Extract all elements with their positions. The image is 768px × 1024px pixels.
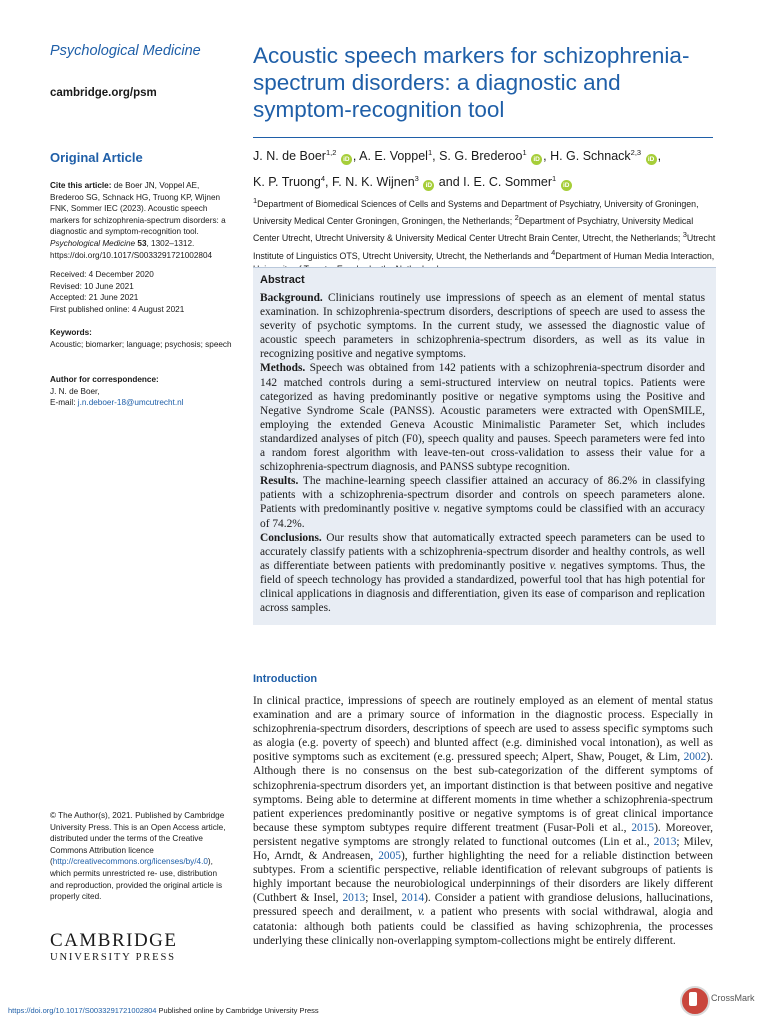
license-link[interactable]: http://creativecommons.org/licenses/by/4.0 — [52, 857, 208, 867]
author-name: H. G. Schnack — [550, 149, 631, 164]
affil-number: 2 — [514, 213, 519, 223]
citation-link[interactable]: 2002 — [683, 751, 707, 764]
intro-text: In clinical practice, impressions of speech are routinely employed as an element of mental status examination and are a primary source of information in the diagnostic process. Especially in schizophrenia-spectrum disorders, descriptions of speech are used to assess specific symptoms such as alogia (e.g. poverty of speech) and blunted affect (e.g. diminished vocal intonation), as well as positive symptoms such as excitement (e.g. pressured speech; Alpert, Shaw, Pouget, & Lim, — [253, 695, 713, 764]
orcid-icon[interactable]: iD — [531, 154, 542, 165]
abstract-results — [260, 474, 705, 530]
date-published: First published online: 4 August 2021 — [50, 304, 185, 314]
section-text: negatives symptoms. Thus, the field of speech technology has provided a standardized, powerful tool that has high potential for clinical applications in diagnosis and differentiation, given its ease of comparison and replication across samples. — [260, 559, 705, 615]
intro-text: ), further highlighting the need for a reliable distinction between subtypes. From a scientific perspective, reliable identification of relevant subgroups of patients is highly important because the neurobiological underpinnings of their disorders are likely different (Cuthbert & Insel, — [253, 850, 713, 905]
citation-link[interactable]: 2005 — [378, 850, 401, 863]
author-affil-ref: 3 — [414, 173, 419, 183]
dates-block — [50, 269, 235, 315]
affiliations — [253, 194, 718, 276]
date-received: Received: 4 December 2020 — [50, 270, 154, 279]
orcid-icon[interactable]: iD — [423, 180, 434, 191]
intro-text: ). Moreover, persistent negative symptoms are strongly related to functional outcomes (Lin et al., — [253, 821, 713, 848]
section-label: Results. — [260, 475, 299, 488]
date-revised: Revised: 10 June 2021 — [50, 281, 134, 291]
section-text: The machine-learning speech classifier attained an accuracy of 86.2% in classifying patients with a schizophrenia-spectrum disorder and controls on speech parameters alone. Patients with predominantly positive — [260, 475, 705, 516]
citation-link[interactable]: 2013 — [342, 892, 366, 905]
journal-name: Psychological Medicine — [50, 43, 201, 59]
affil-text: Department of Psychiatry, University Medical Center Utrecht, Utrecht University & University Medical Center Utrecht Brain Center, Utrecht, the Netherlands; — [253, 216, 694, 244]
orcid-icon[interactable]: iD — [341, 154, 352, 165]
author-affil-ref: 1 — [427, 148, 433, 157]
abstract-background — [260, 291, 705, 361]
author-name: J. N. de Boer — [253, 149, 326, 164]
section-text: negative symptoms could be classified with an accuracy of 74.2%. — [260, 503, 705, 530]
versus-abbr: v. — [549, 559, 557, 572]
crossmark-bookmark-icon — [689, 992, 697, 1006]
orcid-icon[interactable]: iD — [561, 180, 572, 191]
introduction-body — [253, 694, 713, 948]
correspondence-name: J. N. de Boer, — [50, 386, 100, 396]
author-name: I. E. C. Sommer — [463, 174, 553, 189]
cite-volume: 53 — [137, 238, 147, 248]
email-link[interactable]: j.n.deboer-18@umcutrecht.nl — [77, 398, 184, 408]
license-block — [50, 810, 230, 903]
publisher-subname: UNIVERSITY PRESS — [50, 952, 176, 963]
author-list: J. N. de Boer$^{1,2}$ iD , A. E. Voppel$^1$, S. G. Brederoo$^1$ iD , H. G. Schnack$^{2,3}$ iD , K. P. Truong$^4$, F. N. K. Wijnen$^3$ iD and I. E. C. Sommer$^1$ iD — [253, 148, 662, 189]
abstract-body — [260, 291, 705, 615]
page-footer — [8, 1006, 319, 1015]
title-rule — [253, 137, 713, 138]
citation-link[interactable]: 2013 — [653, 835, 677, 848]
author-name: F. N. K. Wijnen — [332, 174, 415, 189]
correspondence-label: Author for correspondence: — [50, 375, 159, 384]
cite-label: Cite this article: — [50, 181, 112, 190]
cite-text: de Boer JN, Voppel AE, Brederoo SG, Schnack HG, Truong KP, Wijnen FNK, Sommer IEC (2023). Acoustic speech markers for schizophrenia-spectrum disorders: a diagnostic and symptom-recognition tool. — [50, 181, 226, 237]
correspondence-block — [50, 374, 235, 409]
affil-number: 3 — [682, 230, 687, 240]
cite-block — [50, 180, 235, 261]
introduction-heading: Introduction — [253, 673, 318, 685]
section-text: Speech was obtained from 142 patients with a schizophrenia-spectrum disorder and 142 matched controls during a semi-structured interview on neutral topics. Patients were categorized as having predominantly positive or negative symptoms using the Positive and Negative Syndrome Scale (PANSS). Acoustic parameters were extracted with OpenSMILE, employing the extended Geneva Acoustic Minimalistic Parameter Set, which includes standardized analyses of pitch (F0), speech quality and pauses. Speech parameters were fed into a random forest algorithm with leave-ten-out cross-validation to assess their value for a schizophrenia-spectrum diagnosis, and PANSS subtype recognition. — [260, 362, 705, 474]
keywords-block — [50, 327, 235, 350]
author-affil-ref: 2,3 — [630, 148, 642, 157]
versus-abbr: v. — [433, 503, 441, 516]
affil-number: 1 — [253, 196, 258, 205]
author-affil-ref: 1 — [552, 173, 557, 183]
footer-doi-link[interactable]: https://doi.org/10.1017/S0033291721002804 — [8, 1006, 157, 1015]
license-text: © The Author(s), 2021. Published by Cambridge University Press. This is an Open Access article, distributed under the terms of the Creative Commons Attribution licence ( — [50, 811, 226, 867]
publisher-logo — [50, 931, 178, 964]
crossmark-label[interactable]: CrossMark — [711, 993, 755, 1003]
intro-text: ). Although there is no consensus on the best sub-categorization of the different symptoms of schizophrenia-spectrum disorders yet, an important distinction is that between positive and negative symptoms. Being able to determine at different moments in time whether a schizophrenia-spectrum patient experiences predominantly positive or negative symptoms is of great clinical importance because these symptom subtypes require different treatment (Fusar-Poli et al., — [253, 751, 713, 834]
author-affil-ref: 1 — [522, 148, 527, 157]
author-affil-ref: 1,2 — [325, 148, 337, 157]
publisher-name: CAMBRIDGE — [50, 930, 178, 951]
affil-text: Department of Human Media Interaction, — [555, 250, 715, 261]
author-name: S. G. Brederoo — [439, 149, 523, 164]
intro-text: a patient who presents with social withdrawal, alogia and catatonia: although both patients could be classified as having schizophrenia, the processes underlying these clinically non-overlapping symptom-collections might be entirely different. — [253, 906, 713, 947]
intro-text: ; Milev, Ho, Arndt, & Andreasen, — [253, 835, 713, 863]
section-text: Clinicians routinely use impressions of speech as an element of mental status examination. In schizophrenia-spectrum disorders, descriptions of speech are used to assess the severity of psychotic symptoms. In the current study, we assessed the diagnostic value of acoustic speech parameters in schizophrenia-spectrum disorders, as well as its value in recognizing positive and negative symptoms. — [260, 292, 705, 361]
footer-text: Published online by Cambridge University Press — [156, 1006, 319, 1015]
article-title: Acoustic speech markers for schizophrenia-spectrum disorders: a diagnostic and symptom-recognition tool — [253, 43, 690, 122]
email-label: E-mail: — [50, 398, 76, 408]
citation-link[interactable]: 2014 — [401, 892, 425, 905]
journal-site[interactable]: cambridge.org/psm — [50, 87, 157, 99]
abstract-conclusions — [260, 531, 705, 616]
section-text: Our results show that automatically extracted speech parameters can be used to accurately classify patients with a schizophrenia-spectrum disorder and healthy controls, as well as differentiate between patients with predominantly positive — [260, 531, 705, 572]
date-accepted: Accepted: 21 June 2021 — [50, 293, 139, 303]
section-label: Background. — [260, 292, 323, 304]
section-label: Methods. — [260, 362, 306, 375]
author-name: K. P. Truong — [253, 174, 321, 189]
intro-text: ). Consider a patient with grandiose delusions, hallucinations, pressured speech and derailment, — [253, 892, 713, 919]
affil-text: Department of Biomedical Sciences of Cells and Systems and Department of Psychiatry, University of Groningen, University Medical Center Groningen, Groningen, the Netherlands; — [253, 198, 699, 227]
article-type: Original Article — [50, 150, 143, 165]
author-affil-ref: 4 — [320, 173, 326, 183]
cite-journal: Psychological Medicine — [50, 238, 136, 248]
orcid-icon[interactable]: iD — [646, 154, 657, 165]
citation-link[interactable]: 2015 — [631, 821, 655, 834]
abstract-heading: Abstract — [260, 274, 305, 286]
intro-text: ; Insel, — [365, 892, 402, 905]
versus-abbr: v. — [417, 906, 425, 919]
affil-text: Utrecht Institute of Linguistics OTS, Utrecht University, Utrecht, the Netherlands and — [253, 233, 716, 261]
keywords-text: Acoustic; biomarker; language; psychosis; speech — [50, 339, 232, 349]
cite-doi[interactable]: , 1302–1312. https://doi.org/10.1017/S0033291721002804 — [50, 238, 213, 260]
abstract-methods — [260, 361, 705, 474]
author-name: A. E. Voppel — [359, 149, 428, 164]
license-text-end: ), which permits unrestricted re- use, distribution and reproduction, provided the original article is properly cited. — [50, 857, 223, 902]
affil-number: 4 — [551, 247, 556, 257]
keywords-label: Keywords: — [50, 328, 92, 337]
section-label: Conclusions. — [260, 531, 322, 544]
